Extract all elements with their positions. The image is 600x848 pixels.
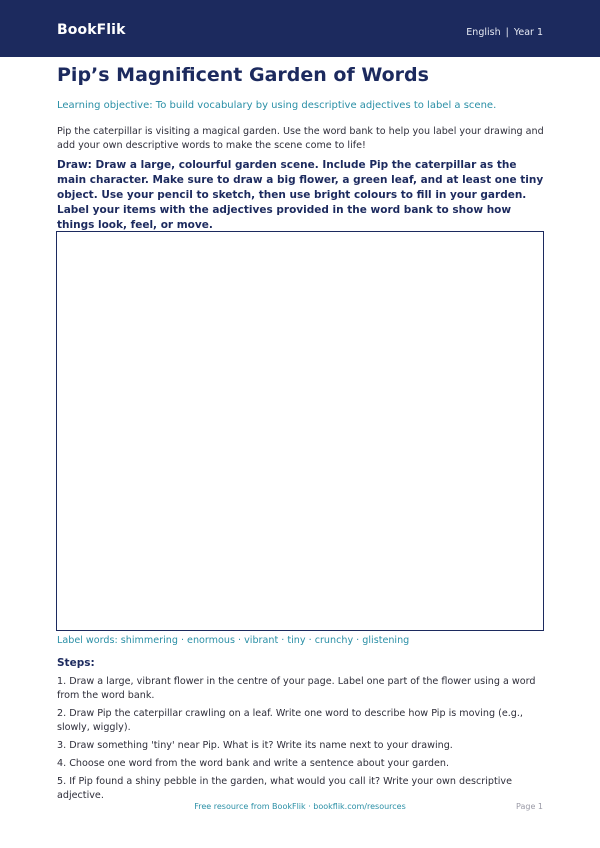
intro-paragraph: Pip the caterpillar is visiting a magical garden. Use the word bank to help you label your drawing and add your own descriptive words to make the scene come to life! bbox=[57, 126, 544, 151]
step-item: 5. If Pip found a shiny pebble in the garden, what would you call it? Write your own descriptive adjective. bbox=[57, 776, 512, 801]
steps-heading: Steps: bbox=[57, 657, 95, 669]
page-header bbox=[0, 0, 600, 57]
step-item: 1. Draw a large, vibrant flower in the centre of your page. Label one part of the flower using a word from the word bank. bbox=[57, 676, 536, 701]
learning-objective: Learning objective: To build vocabulary by using descriptive adjectives to label a scene. bbox=[57, 100, 497, 111]
subject-label: English bbox=[466, 27, 501, 38]
page-number: Page 1 bbox=[516, 802, 543, 811]
draw-instruction: Draw: Draw a large, colourful garden scene. Include Pip the caterpillar as the main character. Make sure to draw a big flower, a green leaf, and at least one tiny object. Use your pencil to sketch, then use bright colours to fill in your garden. Label your items with the adjectives provided in the word bank to show how things look, feel, or move. bbox=[57, 159, 544, 231]
header-meta bbox=[466, 27, 543, 38]
level-label: Year 1 bbox=[513, 27, 543, 38]
page-title: Pip’s Magnificent Garden of Words bbox=[57, 64, 429, 86]
drawing-area[interactable] bbox=[56, 231, 544, 631]
step-item: 3. Draw something 'tiny' near Pip. What is it? Write its name next to your drawing. bbox=[57, 740, 453, 751]
steps-list bbox=[57, 675, 547, 807]
footer-resource-link[interactable]: Free resource from BookFlik · bookflik.com/resources bbox=[194, 802, 406, 811]
label-words: Label words: shimmering · enormous · vibrant · tiny · crunchy · glistening bbox=[57, 635, 410, 646]
meta-separator: | bbox=[505, 27, 509, 38]
step-item: 2. Draw Pip the caterpillar crawling on a leaf. Write one word to describe how Pip is moving (e.g., slowly, wiggly). bbox=[57, 708, 523, 733]
step-item: 4. Choose one word from the word bank and write a sentence about your garden. bbox=[57, 758, 450, 769]
brand-logo: BookFlik bbox=[57, 22, 126, 38]
